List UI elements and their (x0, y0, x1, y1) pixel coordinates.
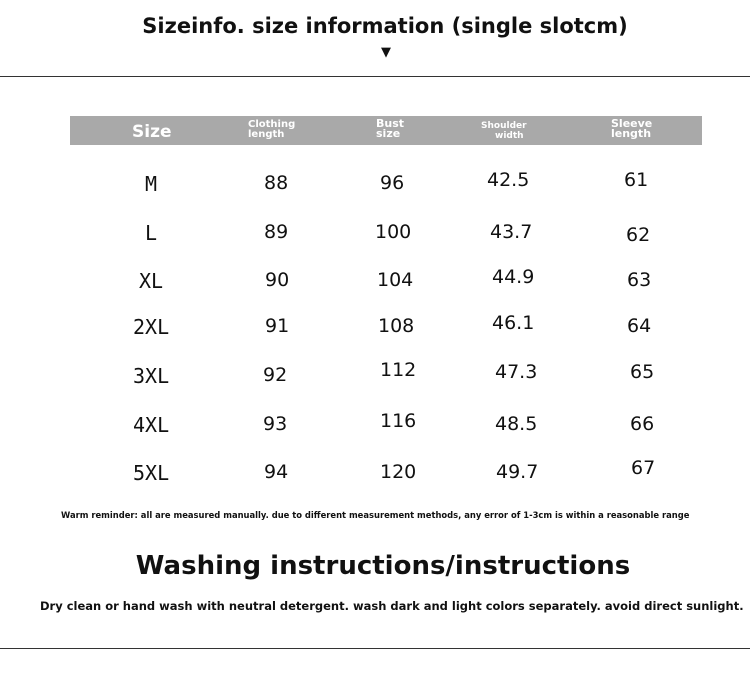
table-row (0, 221, 750, 251)
header-bust-size (375, 119, 425, 139)
header-bust-line2: size (376, 127, 401, 140)
size-cell: M (145, 172, 158, 196)
table-row (0, 169, 750, 202)
washing-title: Washing instructions/instructions (135, 551, 631, 581)
table-row (0, 410, 750, 443)
shoulder-width-cell: 49.7 (496, 461, 539, 483)
shoulder-width-cell: 42.5 (487, 169, 530, 191)
warm-reminder-note: Warm reminder: all are measured manually. due to different measurement methods, any error of 1-3cm is within a reasonable range (61, 510, 690, 520)
sleeve-length-cell: 61 (624, 169, 649, 191)
header-sleeve-line1: Sleeve (611, 117, 653, 130)
clothing-length-cell: 92 (263, 364, 288, 386)
size-cell: 3XL (133, 364, 170, 388)
washing-text: Dry clean or hand wash with neutral detergent. wash dark and light colors separately. avoid direct sunlight. (40, 599, 744, 613)
table-row (0, 359, 750, 394)
bust-size-cell: 108 (378, 315, 415, 337)
table-row (0, 266, 750, 299)
header-size: Size (132, 122, 172, 142)
sleeve-length-cell: 62 (626, 224, 651, 246)
clothing-length-cell: 88 (264, 172, 289, 194)
header-shoulder-width (481, 121, 551, 141)
sleeve-length-cell: 66 (630, 413, 655, 435)
sleeve-length-cell: 65 (630, 361, 655, 383)
header-clothing-line1: Clothing (248, 119, 296, 130)
bust-size-cell: 104 (377, 269, 414, 291)
shoulder-width-cell: 47.3 (495, 361, 538, 383)
clothing-length-cell: 91 (265, 315, 290, 337)
sleeve-length-cell: 63 (627, 269, 652, 291)
sleeve-length-cell: 67 (631, 457, 656, 479)
clothing-length-cell: 94 (264, 461, 289, 483)
header-bust-line1: Bust (376, 117, 405, 130)
bust-size-cell: 100 (375, 221, 412, 243)
table-row (0, 457, 750, 491)
clothing-length-cell: 89 (264, 221, 289, 243)
header-clothing-length (248, 120, 318, 140)
size-cell: 4XL (133, 413, 170, 437)
size-cell: L (145, 221, 158, 245)
bust-size-cell: 96 (380, 172, 405, 194)
clothing-length-cell: 90 (265, 269, 290, 291)
size-table-header (70, 116, 702, 145)
header-shoulder-line1: Shoulder (481, 121, 527, 131)
page-title: Sizeinfo. size information (single slotcm) (142, 14, 628, 38)
header-shoulder-line2: width (495, 131, 524, 141)
size-cell: 5XL (133, 461, 170, 485)
top-divider (0, 76, 750, 77)
bust-size-cell: 120 (380, 461, 417, 483)
bust-size-cell: 116 (380, 410, 417, 432)
size-cell: 2XL (133, 315, 170, 339)
shoulder-width-cell: 48.5 (495, 413, 538, 435)
clothing-length-cell: 93 (263, 413, 288, 435)
table-row (0, 312, 750, 345)
down-arrow-icon: ▼ (381, 45, 391, 60)
bust-size-cell: 112 (380, 359, 417, 381)
size-cell: XL (139, 269, 164, 293)
bottom-divider (0, 648, 750, 649)
header-sleeve-length (611, 119, 671, 139)
shoulder-width-cell: 44.9 (492, 266, 535, 288)
sleeve-length-cell: 64 (627, 315, 652, 337)
shoulder-width-cell: 46.1 (492, 312, 535, 334)
header-sleeve-line2: length (611, 127, 652, 140)
shoulder-width-cell: 43.7 (490, 221, 533, 243)
header-clothing-line2: length (248, 129, 285, 140)
